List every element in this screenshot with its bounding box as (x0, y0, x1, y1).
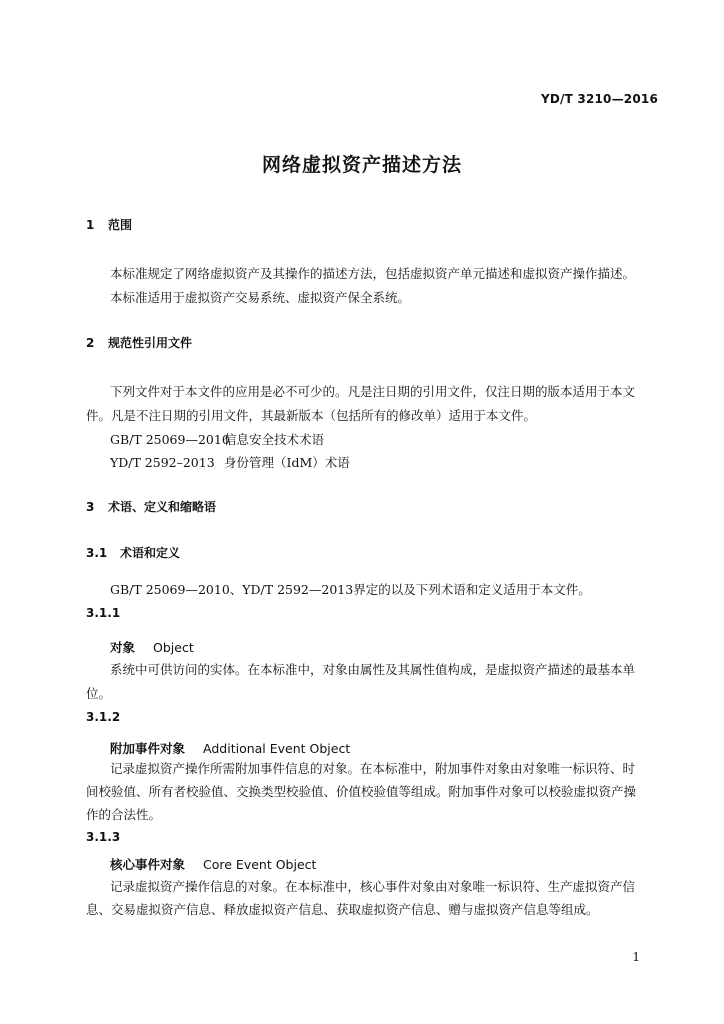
term-definition: 息、交易虚拟资产信息、释放虚拟资产信息、获取虚拟资产信息、赠与虚拟资产信息等组成。 (86, 902, 599, 917)
section-1-heading (86, 216, 132, 233)
term-definition: 记录虚拟资产操作信息的对象。在本标准中，核心事件对象由对象唯一标识符、生产虚拟资产信 (110, 879, 636, 894)
term-definition: 作的合法性。 (86, 807, 162, 822)
term-zh: 附加事件对象 (110, 741, 186, 756)
term-number: 3.1.2 (86, 710, 121, 724)
reference-title: 身份管理（IdM）术语 (224, 455, 350, 470)
paragraph: 本标准适用于虚拟资产交易系统、虚拟资产保全系统。 (110, 290, 411, 305)
term-definition: 记录虚拟资产操作所需附加事件信息的对象。在本标准中，附加事件对象由对象唯一标识符、时 (110, 761, 636, 776)
normative-reference (110, 453, 350, 471)
paragraph: 下列文件对于本文件的应用是必不可少的。凡是注日期的引用文件，仅注日期的版本适用于本文 (110, 384, 636, 399)
term-definition: 位。 (86, 686, 112, 701)
term-zh: 对象 (110, 640, 136, 655)
term-entry (110, 638, 194, 656)
subsection-3-1-heading (86, 544, 180, 561)
paragraph: 本标准规定了网络虚拟资产及其操作的描述方法，包括虚拟资产单元描述和虚拟资产操作描述。 (110, 266, 636, 281)
document-title: 网络虚拟资产描述方法 (261, 154, 462, 176)
standard-number: YD/T 3210—2016 (541, 92, 658, 106)
term-definition: 间校验值、所有者校验值、交换类型校验值、价值校验值等组成。附加事件对象可以校验虚拟资产操 (86, 784, 637, 799)
section-3-heading (86, 498, 216, 515)
term-en: Additional Event Object (203, 741, 351, 756)
section-number: 2 (86, 336, 95, 350)
reference-code: GB/T 25069—2010 (110, 432, 230, 447)
term-definition: 系统中可供访问的实体。在本标准中，对象由属性及其属性值构成，是虚拟资产描述的最基本单 (110, 662, 636, 677)
reference-title: 信息安全技术术语 (224, 432, 325, 447)
term-en: Core Event Object (203, 857, 317, 872)
term-en: Object (153, 640, 194, 655)
section-title: 规范性引用文件 (108, 336, 193, 350)
section-title: 术语、定义和缩略语 (108, 500, 217, 514)
subsection-number: 3.1 (86, 546, 108, 560)
paragraph: GB/T 25069—2010、YD/T 2592—2013界定的以及下列术语和定义适用于本文件。 (110, 582, 591, 597)
section-title: 范围 (108, 218, 133, 232)
subsection-title: 术语和定义 (120, 546, 181, 560)
term-entry (110, 739, 350, 757)
section-2-heading (86, 334, 192, 351)
term-number: 3.1.1 (86, 606, 121, 620)
reference-code: YD/T 2592–2013 (110, 455, 215, 470)
normative-reference (110, 430, 324, 448)
term-number: 3.1.3 (86, 830, 121, 844)
paragraph: 件。凡是不注日期的引用文件，其最新版本（包括所有的修改单）适用于本文件。 (86, 408, 537, 423)
page-number: 1 (632, 950, 640, 964)
section-number: 3 (86, 500, 95, 514)
term-entry (110, 855, 316, 873)
term-zh: 核心事件对象 (110, 857, 186, 872)
section-number: 1 (86, 218, 95, 232)
